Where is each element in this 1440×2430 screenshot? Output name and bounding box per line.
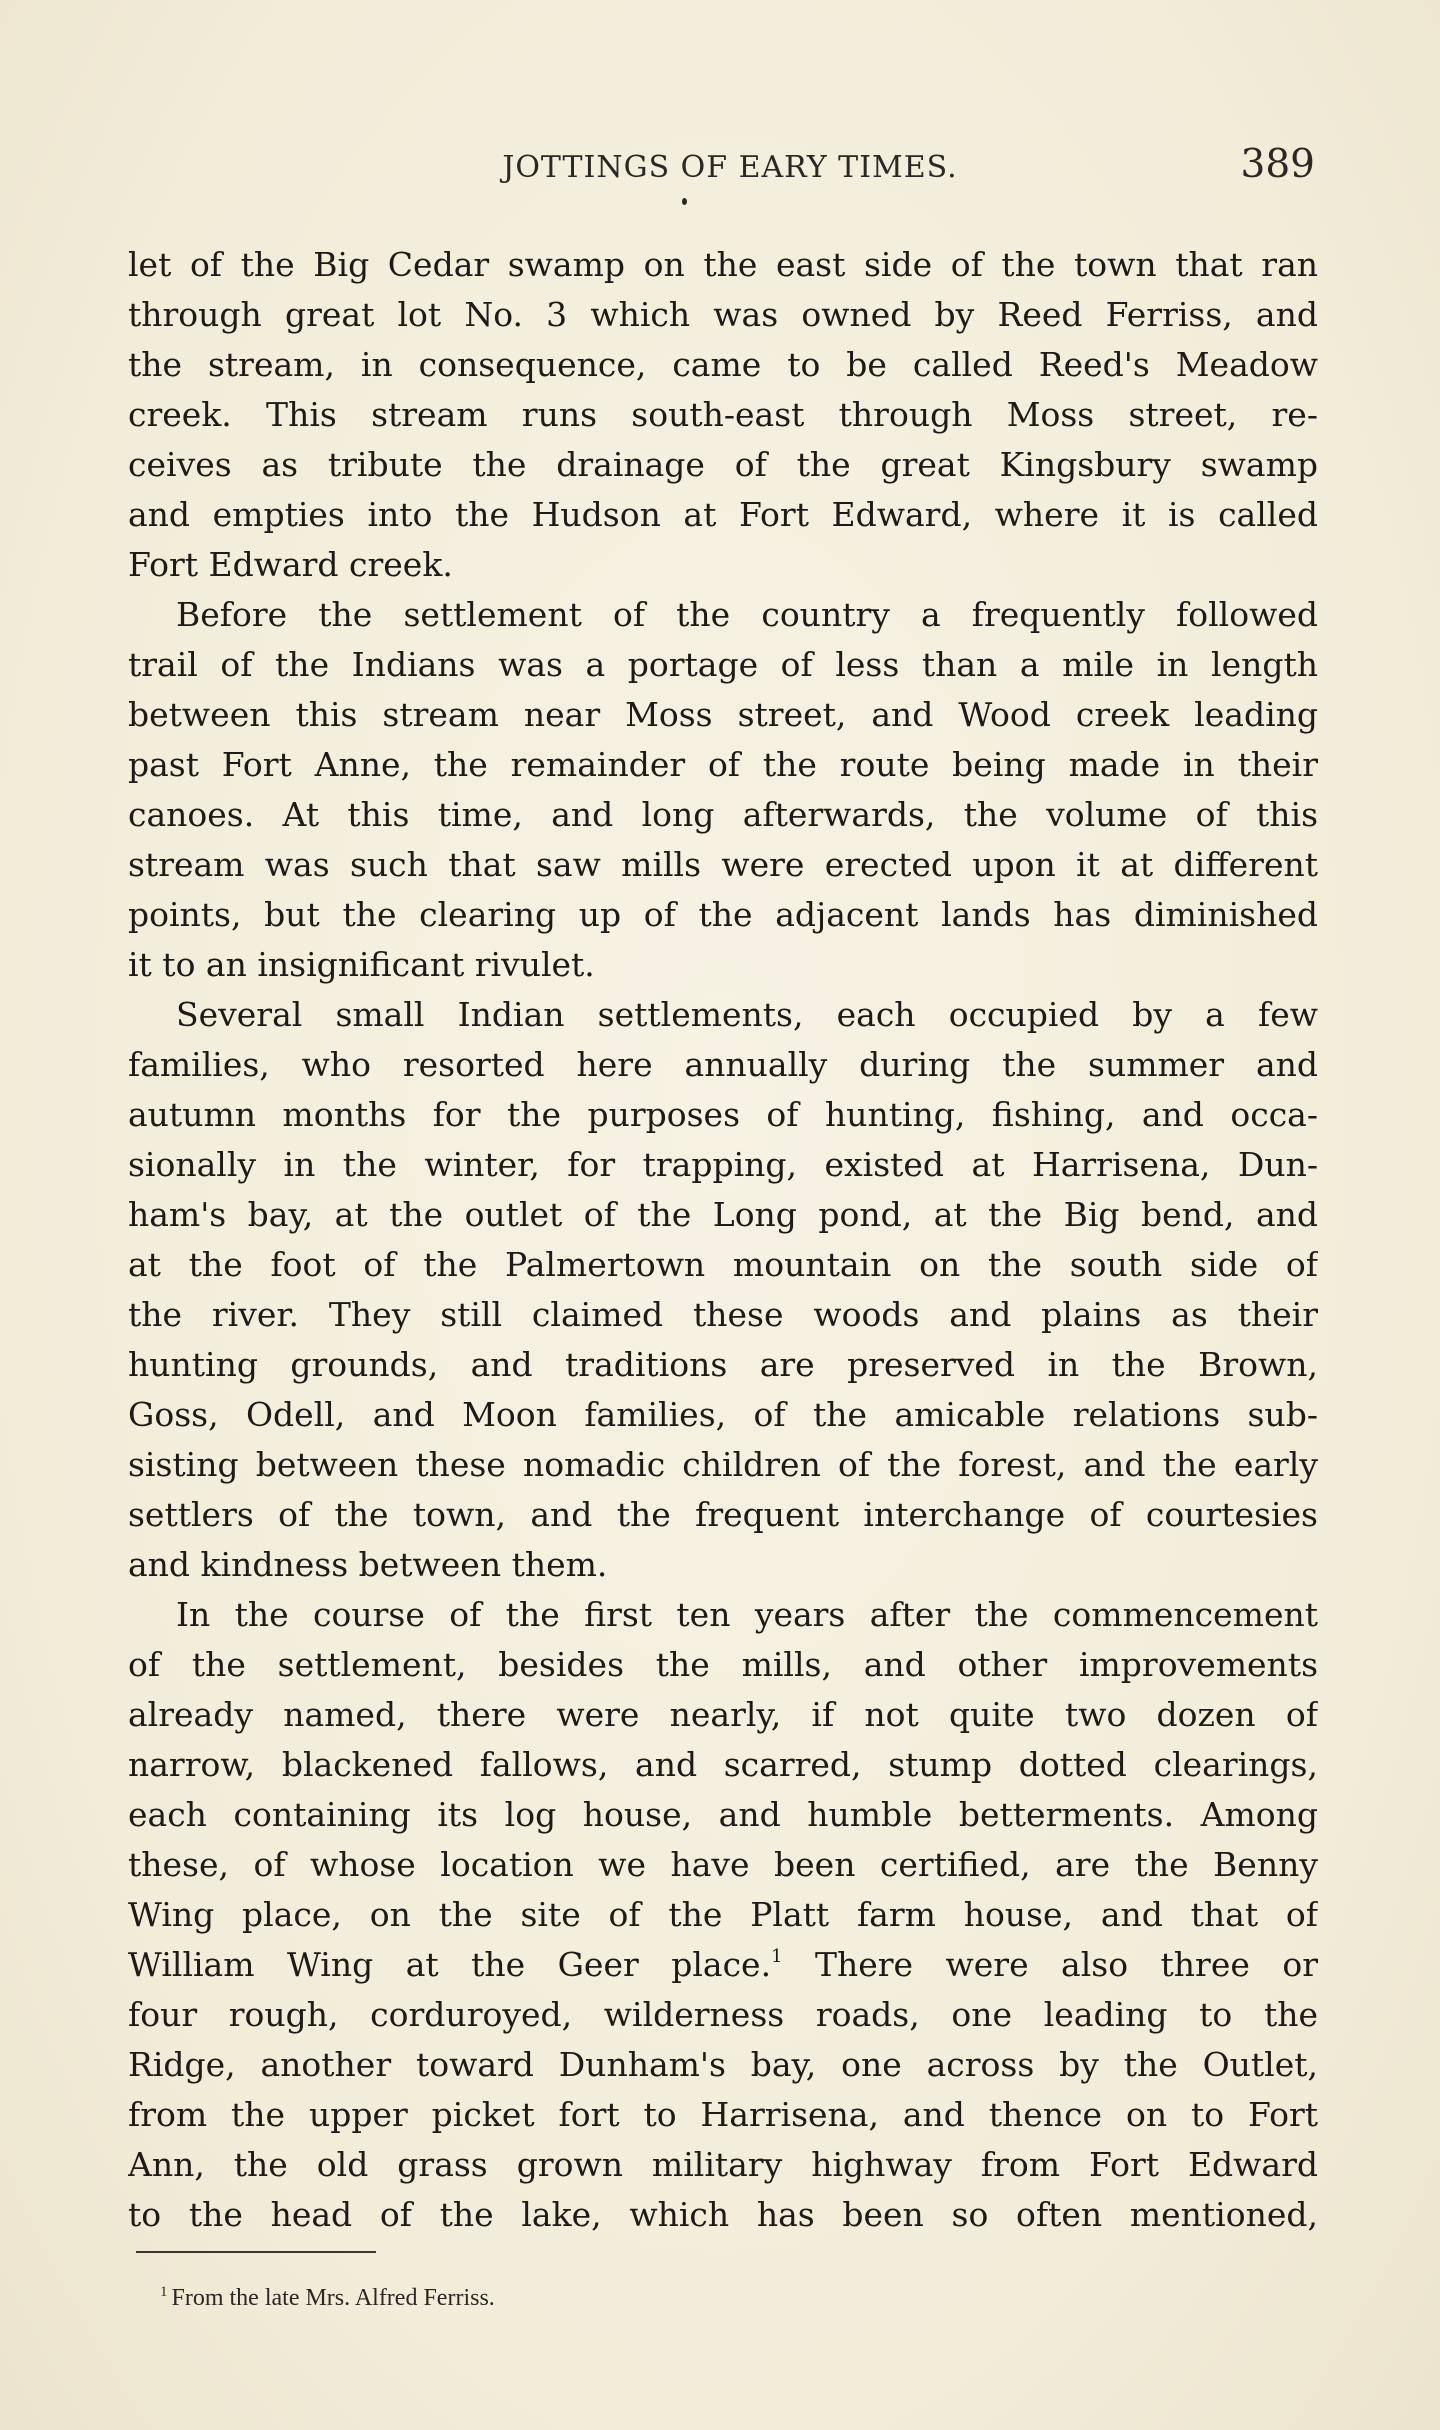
text-line: let of the Big Cedar swamp on the east side of the town that ran xyxy=(128,245,1318,284)
text-line: Goss, Odell, and Moon families, of the amicable relations sub- xyxy=(128,1395,1318,1434)
body-text xyxy=(128,240,1318,2240)
text-line: stream was such that saw mills were erected upon it at different xyxy=(128,845,1318,884)
text-segment: William Wing at the Geer place. xyxy=(128,1945,772,1984)
text-line: autumn months for the purposes of hunting, fishing, and occa- xyxy=(128,1095,1318,1134)
text-line: from the upper picket fort to Harrisena, and thence on to Fort xyxy=(128,2095,1318,2134)
text-line: these, of whose location we have been certified, are the Benny xyxy=(128,1845,1318,1884)
text-line: Wing place, on the site of the Platt farm house, and that of xyxy=(128,1895,1318,1934)
footnote-text: From the late Mrs. Alfred Ferriss. xyxy=(171,2285,495,2311)
text-line: sisting between these nomadic children of the forest, and the early xyxy=(128,1445,1318,1484)
text-line: already named, there were nearly, if not quite two dozen of xyxy=(128,1695,1318,1734)
text-line: hunting grounds, and traditions are preserved in the Brown, xyxy=(128,1345,1318,1384)
text-segment: There were also three or xyxy=(782,1945,1318,1984)
text-line: trail of the Indians was a portage of less than a mile in length xyxy=(128,645,1318,684)
footnote xyxy=(160,2276,495,2314)
page-number: 389 xyxy=(1240,142,1315,187)
text-line: through great lot No. 3 which was owned by Reed Ferriss, and xyxy=(128,295,1318,334)
text-line: Before the settlement of the country a frequently followed xyxy=(176,595,1318,634)
text-line: and kindness between them. xyxy=(128,1545,608,1584)
text-line: creek. This stream runs south-east through Moss street, re- xyxy=(128,395,1318,434)
text-line: the stream, in consequence, came to be called Reed's Meadow xyxy=(128,345,1318,384)
text-line: families, who resorted here annually during the summer and xyxy=(128,1045,1318,1084)
footnote-reference: 1 xyxy=(771,1946,783,1967)
text-line: four rough, corduroyed, wilderness roads, one leading to the xyxy=(128,1995,1318,2034)
text-line: Ann, the old grass grown military highway from Fort Edward xyxy=(128,2145,1318,2184)
footnote-marker: 1 xyxy=(160,2284,168,2300)
text-line: the river. They still claimed these woods and plains as their xyxy=(128,1295,1318,1334)
footnote-divider xyxy=(136,2251,376,2253)
text-line: ceives as tribute the drainage of the great Kingsbury swamp xyxy=(128,445,1318,484)
text-line: and empties into the Hudson at Fort Edward, where it is called xyxy=(128,495,1318,534)
text-line: Fort Edward creek. xyxy=(128,545,453,584)
text-line: at the foot of the Palmertown mountain on the south side of xyxy=(128,1245,1318,1284)
text-line: of the settlement, besides the mills, and other improvements xyxy=(128,1645,1318,1684)
text-line: to the head of the lake, which has been so often mentioned, xyxy=(128,2195,1318,2234)
text-line: In the course of the first ten years after the commencement xyxy=(176,1595,1318,1634)
text-line: points, but the clearing up of the adjacent lands has diminished xyxy=(128,895,1318,934)
text-line: each containing its log house, and humble betterments. Among xyxy=(128,1795,1318,1834)
text-line: canoes. At this time, and long afterwards, the volume of this xyxy=(128,795,1318,834)
text-line: settlers of the town, and the frequent interchange of courtesies xyxy=(128,1495,1318,1534)
text-line: past Fort Anne, the remainder of the route being made in their xyxy=(128,745,1318,784)
text-line: Several small Indian settlements, each occupied by a few xyxy=(176,995,1318,1034)
page-header xyxy=(130,142,1315,192)
text-line: Ridge, another toward Dunham's bay, one across by the Outlet, xyxy=(128,2045,1318,2084)
text-line-with-footnote-ref xyxy=(128,1940,1318,1990)
text-line: it to an insignificant rivulet. xyxy=(128,945,595,984)
text-line: between this stream near Moss street, and Wood creek leading xyxy=(128,695,1318,734)
text-line: sionally in the winter, for trapping, existed at Harrisena, Dun- xyxy=(128,1145,1318,1184)
ink-speck xyxy=(682,198,687,205)
text-line: narrow, blackened fallows, and scarred, stump dotted clearings, xyxy=(128,1745,1318,1784)
running-title: JOTTINGS OF EARY TIMES. xyxy=(502,150,958,185)
text-line: ham's bay, at the outlet of the Long pond, at the Big bend, and xyxy=(128,1195,1318,1234)
